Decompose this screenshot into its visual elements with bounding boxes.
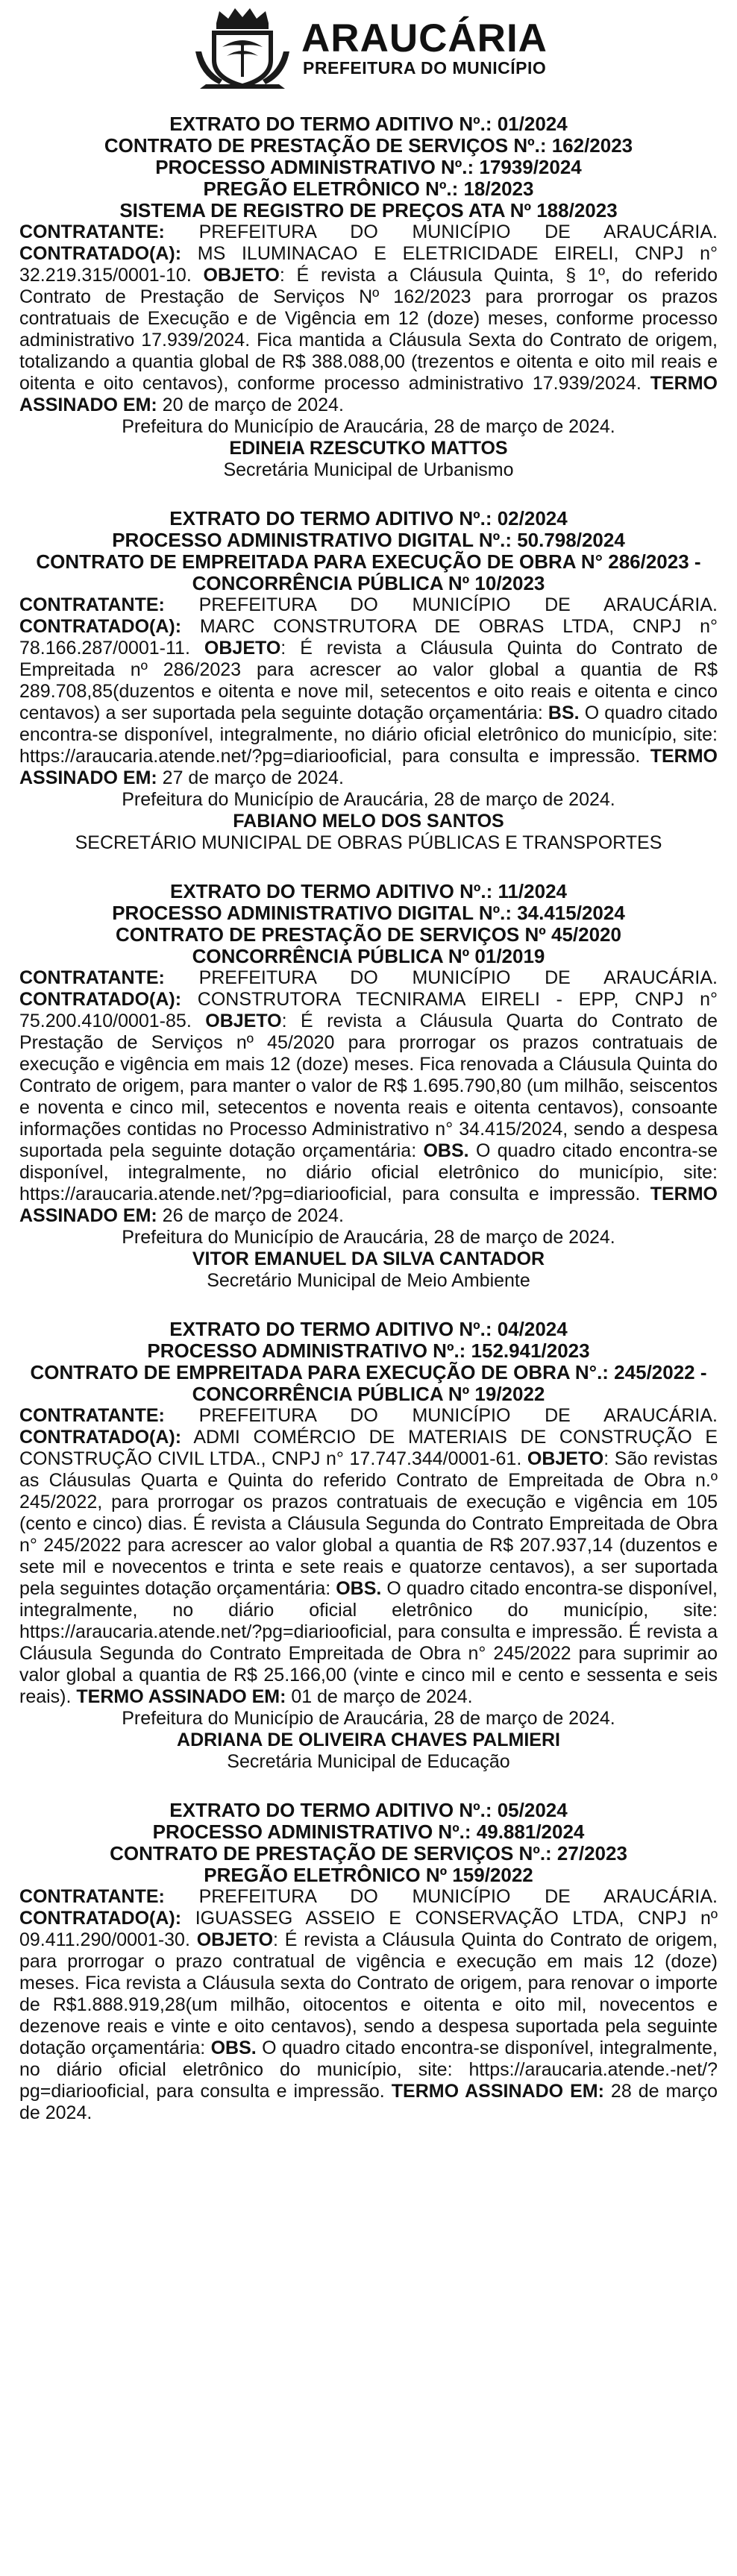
signer-role: SECRETÁRIO MUNICIPAL DE OBRAS PÚBLICAS E TRANSPORTES — [75, 832, 662, 853]
obs-value: O quadro citado encontra-se disponível, integralmente, no diário oficial eletrônico do município, site: https://araucaria.atende.net/?pg=diariooficial, para consulta e impressão. — [19, 1140, 718, 1204]
extract-heading: SISTEMA DE REGISTRO DE PREÇOS ATA Nº 188/2023 — [119, 199, 618, 222]
place-date: Prefeitura do Município de Araucária, 28 de março de 2024. — [122, 1227, 615, 1248]
masthead — [19, 4, 718, 92]
contratante-label: CONTRATANTE: — [19, 594, 165, 615]
extract-body — [19, 1405, 718, 1708]
extract-5 — [19, 1800, 718, 2124]
extract-2 — [19, 508, 718, 854]
termo-value: 28 de março de 2024. — [19, 2081, 718, 2123]
extract-heading: CONTRATO DE EMPREITADA PARA EXECUÇÃO DE OBRA N° 286/2023 - CONCORRÊNCIA PÚBLICA Nº 10/2023 — [36, 550, 701, 594]
extract-heading: PROCESSO ADMINISTRATIVO DIGITAL Nº.: 50.798/2024 — [112, 529, 625, 551]
contratante-value: PREFEITURA DO MUNICÍPIO DE ARAUCÁRIA. — [164, 594, 718, 615]
contratado-value: CONSTRUTORA TECNIRAMA EIRELI - EPP, CNPJ n° 75.200.410/0001-85. — [19, 989, 718, 1031]
termo-label: TERMO ASSINADO EM: — [76, 1686, 286, 1707]
contratante-value: PREFEITURA DO MUNICÍPIO DE ARAUCÁRIA. — [164, 222, 718, 242]
termo-label: TERMO ASSINADO EM: — [19, 1184, 718, 1226]
signer-role: Secretária Municipal de Urbanismo — [223, 459, 514, 480]
extract-heading: CONTRATO DE PRESTAÇÃO DE SERVIÇOS Nº.: 162/2023 — [104, 134, 633, 157]
obs-label: OBS. — [336, 1578, 382, 1599]
objeto-value: : É revista a Cláusula Quinta do Contrato de Empreitada nº 286/2023 para acrescer ao valor global a quantia de R$ 289.708,85(duzentos e oitenta e nove mil, setecentos e oito reais e oitenta e cinco centavos) a ser suportada pela seguinte dotação orçamentária: — [19, 638, 718, 723]
signer-name: EDINEIA RZESCUTKO MATTOS — [229, 438, 508, 459]
contratado-label: CONTRATADO(A): — [19, 243, 182, 264]
extract-heading: EXTRATO DO TERMO ADITIVO Nº.: 05/2024 — [169, 1799, 568, 1821]
signer-name: FABIANO MELO DOS SANTOS — [233, 811, 504, 832]
contratado-label: CONTRATADO(A): — [19, 1427, 182, 1448]
contratante-label: CONTRATANTE: — [19, 1405, 165, 1426]
obs-label: OBS. — [210, 2038, 257, 2058]
objeto-value: : É revista a Cláusula Quarta do Contrato de Prestação de Serviços nº 45/2020 para prorrogar os prazos contratuais de execução e vigência em mais 12 (doze) meses. Fica renovada a Cláusula Quinta do Contrato de origem, para manter o valor de R$ 1.695.790,80 (um milhão, seiscentos e noventa e cinco mil, setecentos e noventa reais e oitenta centavos), consoante informações contidas no Processo Administrativo n° 34.415/2024, sendo a despesa suportada pela seguinte dotação orçamentária: — [19, 1011, 718, 1161]
extract-heading: CONTRATO DE PRESTAÇÃO DE SERVIÇOS Nº.: 27/2023 — [110, 1842, 627, 1865]
signer-role: Secretária Municipal de Educação — [227, 1751, 510, 1772]
extract-4 — [19, 1319, 718, 1773]
objeto-value: : É revista a Cláusula Quinta do Contrato de origem, para prorrogar o prazo contratual de vigência e execução em mais 12 (doze) meses. Fica revista a Cláusula sexta do Contrato de origem, para renovar o importe de R$1.888.919,28(um milhão, oitocentos e oitenta e oito mil, novecentos e dezenove reais e vinte e oito centavos), sendo a despesa suportada pela seguinte dotação orçamentária: — [19, 1929, 718, 2058]
termo-label: TERMO ASSINADO EM: — [391, 2081, 604, 2102]
extract-body — [19, 594, 718, 789]
place-date: Prefeitura do Município de Araucária, 28 de março de 2024. — [122, 1708, 615, 1729]
extract-heading: PROCESSO ADMINISTRATIVO DIGITAL Nº.: 34.415/2024 — [112, 902, 625, 924]
termo-value: 26 de março de 2024. — [157, 1205, 344, 1226]
extract-heading: CONCORRÊNCIA PÚBLICA Nº 01/2019 — [192, 945, 545, 967]
objeto-label: OBJETO — [527, 1448, 604, 1469]
objeto-label: OBJETO — [203, 265, 280, 286]
obs-value: O quadro citado encontra-se disponível, integralmente, no diário oficial eletrônico do município, site: https://araucaria.atende.net/?pg=diariooficial, para consulta e impressão. É revista a Cláusula Segunda do Contrato Empreitada de Obra n° 245/2022 para suprimir ao valor global a quantia de R$ 25.166,00 (vinte e cinco mil e cento e sessenta e seis reais). — [19, 1578, 718, 1707]
contratante-label: CONTRATANTE: — [19, 967, 165, 988]
extract-heading: EXTRATO DO TERMO ADITIVO Nº.: 11/2024 — [169, 880, 567, 902]
obs-value: O quadro citado encontra-se disponível, integralmente, no diário oficial eletrônico do município, site: https://araucaria.atende.net/?pg=diariooficial, para consulta e impressão. — [19, 703, 718, 767]
extract-3 — [19, 881, 718, 1292]
contratado-value: IGUASSEG ASSEIO E CONSERVAÇÃO LTDA, CNPJ nº 09.411.290/0001-30. — [19, 1908, 718, 1950]
extract-heading: PROCESSO ADMINISTRATIVO Nº.: 17939/2024 — [155, 156, 582, 178]
extract-heading: PREGÃO ELETRÔNICO Nº 159/2022 — [204, 1864, 533, 1886]
extract-body — [19, 1886, 718, 2124]
extract-heading: CONTRATO DE PRESTAÇÃO DE SERVIÇOS Nº 45/2020 — [116, 923, 621, 946]
brand-name: ARAUCÁRIA — [301, 16, 548, 60]
contratante-value: PREFEITURA DO MUNICÍPIO DE ARAUCÁRIA. — [164, 1405, 718, 1426]
extract-heading: EXTRATO DO TERMO ADITIVO Nº.: 01/2024 — [169, 113, 568, 135]
extract-heading: PREGÃO ELETRÔNICO Nº.: 18/2023 — [203, 178, 534, 200]
termo-label: TERMO ASSINADO EM: — [19, 746, 718, 788]
signer-name: ADRIANA DE OLIVEIRA CHAVES PALMIERI — [177, 1730, 560, 1750]
brand-subtitle: PREFEITURA DO MUNICÍPIO — [303, 58, 547, 78]
contratado-label: CONTRATADO(A): — [19, 989, 182, 1010]
termo-value: 27 de março de 2024. — [157, 767, 344, 788]
extract-1 — [19, 113, 718, 481]
obs-label: BS. — [548, 703, 580, 723]
extract-heading: EXTRATO DO TERMO ADITIVO Nº.: 02/2024 — [169, 507, 568, 530]
obs-value: O quadro citado encontra-se disponível, integralmente, no diário oficial eletrônico do município, site: https://araucaria.atende.-net/?pg=diariooficial, para consulta e impressão. — [19, 2038, 718, 2102]
municipal-coat-of-arms-icon — [189, 7, 295, 90]
contratante-label: CONTRATANTE: — [19, 1886, 165, 1907]
signer-name: VITOR EMANUEL DA SILVA CANTADOR — [192, 1248, 545, 1269]
contratante-label: CONTRATANTE: — [19, 222, 165, 242]
extract-heading: PROCESSO ADMINISTRATIVO Nº.: 49.881/2024 — [152, 1821, 585, 1843]
objeto-value: : São revistas as Cláusulas Quarta e Quinta do referido Contrato de Empreitada de Obra n.º 245/2022, para prorrogar os prazos contratuais de execução e vigência em 105 (cento e cinco) dias. É revista a Cláusula Segunda do Contrato Empreitada de Obra n° 245/2022 para acrescer ao valor global a quantia de R$ 207.937,14 (duzentos e sete mil e novecentos e trinta e sete reais e quatorze centavos), a ser suportada pela seguintes dotação orçamentária: — [19, 1448, 718, 1599]
contratado-value: MARC CONSTRUTORA DE OBRAS LTDA, CNPJ n° 78.166.287/0001-11. — [19, 616, 718, 659]
objeto-value: : É revista a Cláusula Quinta, § 1º, do referido Contrato de Prestação de Serviços Nº 162/2023 para prorrogar os prazos contratuais de Execução e de Vigência em 12 (doze) meses, conforme processo administrativo 17.939/2024. Fica mantida a Cláusula Sexta do Contrato de origem, totalizando a quantia global de R$ 388.088,00 (trezentos e oitenta e oito mil reais e oitenta e oito centavos), conforme processo administrativo 17.939/2024. — [19, 265, 718, 394]
termo-value: 01 de março de 2024. — [286, 1686, 473, 1707]
extract-heading: EXTRATO DO TERMO ADITIVO Nº.: 04/2024 — [169, 1318, 568, 1340]
extract-heading: CONTRATO DE EMPREITADA PARA EXECUÇÃO DE OBRA N°.: 245/2022 - CONCORRÊNCIA PÚBLICA Nº 19/2022 — [30, 1361, 707, 1405]
obs-label: OBS. — [423, 1140, 469, 1161]
contratado-value: MS ILUMINACAO E ELETRICIDADE EIRELI, CNPJ n° 32.219.315/0001-10. — [19, 243, 718, 286]
termo-value: 20 de março de 2024. — [157, 395, 344, 415]
extract-body — [19, 222, 718, 416]
objeto-label: OBJETO — [196, 1929, 274, 1950]
contratado-label: CONTRATADO(A): — [19, 1908, 182, 1929]
contratante-value: PREFEITURA DO MUNICÍPIO DE ARAUCÁRIA. — [164, 1886, 718, 1907]
objeto-label: OBJETO — [204, 638, 281, 659]
objeto-label: OBJETO — [205, 1011, 282, 1031]
signer-role: Secretário Municipal de Meio Ambiente — [207, 1270, 530, 1291]
contratado-value: ADMI COMÉRCIO DE MATERIAIS DE CONSTRUÇÃO E CONSTRUÇÃO CIVIL LTDA., CNPJ n° 17.747.344/0001-61. — [19, 1427, 718, 1469]
contratante-value: PREFEITURA DO MUNICÍPIO DE ARAUCÁRIA. — [164, 967, 718, 988]
contratado-label: CONTRATADO(A): — [19, 616, 182, 637]
place-date: Prefeitura do Município de Araucária, 28 de março de 2024. — [122, 416, 615, 437]
place-date: Prefeitura do Município de Araucária, 28 de março de 2024. — [122, 789, 615, 810]
extract-body — [19, 967, 718, 1227]
termo-label: TERMO ASSINADO EM: — [19, 373, 718, 415]
extract-heading: PROCESSO ADMINISTRATIVO Nº.: 152.941/2023 — [147, 1339, 590, 1362]
